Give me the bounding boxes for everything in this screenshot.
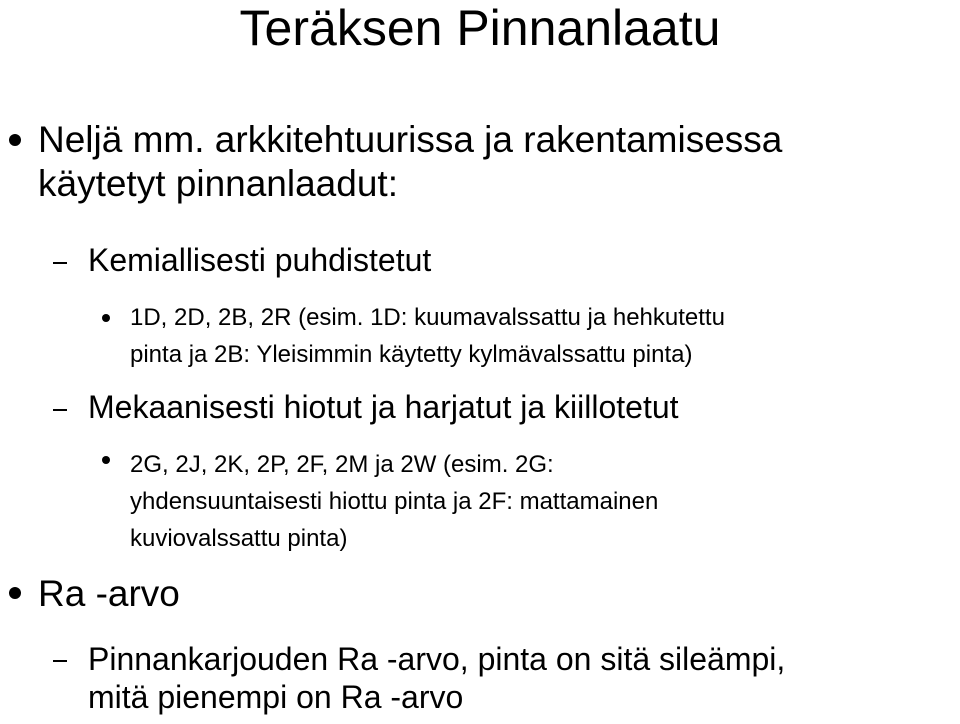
bullet-line: Ra -arvo [38, 573, 180, 614]
dash-icon [53, 409, 67, 411]
bullet-ra-arvo [38, 572, 180, 616]
bullet-dot-icon [9, 587, 21, 599]
subbullet-pinnankarjous [88, 640, 785, 716]
detail-line: kuviovalssattu pinta) [130, 525, 348, 552]
subbullet-line: Kemiallisesti puhdistetut [88, 242, 432, 278]
detail-line: pinta ja 2B: Yleisimmin käytetty kylmävalssattu pinta) [130, 341, 693, 368]
subbullet-kemiallisesti [88, 241, 431, 279]
subbullet-line: mitä pienempi on Ra -arvo [88, 679, 464, 715]
bullet-line: käytetyt pinnanlaadut: [38, 163, 398, 204]
small-bullet-dot-icon [102, 456, 110, 464]
bullet-line: Neljä mm. arkkitehtuurissa ja rakentamisessa [38, 119, 783, 160]
detail-line: yhdensuuntaisesti hiottu pinta ja 2F: mattamainen [130, 488, 659, 515]
subbullet-line: Pinnankarjouden Ra -arvo, pinta on sitä sileämpi, [88, 641, 786, 677]
detail-line: 1D, 2D, 2B, 2R (esim. 1D: kuumavalssattu ja hehkutettu [130, 304, 725, 331]
slide-title: Teräksen Pinnanlaatu [239, 0, 721, 56]
subbullet-line: Mekaanisesti hiotut ja harjatut ja kiillotetut [88, 389, 679, 425]
bullet-dot-icon [9, 134, 21, 146]
subbullet-mekaanisesti [88, 388, 679, 426]
bullet-neljä-pinnanlaatua [38, 118, 782, 206]
small-bullet-dot-icon [102, 314, 110, 322]
detail-kemialliset-laadut [130, 299, 725, 373]
detail-line: 2G, 2J, 2K, 2P, 2F, 2M ja 2W (esim. 2G: [130, 451, 554, 478]
dash-icon [53, 660, 67, 662]
detail-mekaaniset-laadut [130, 446, 658, 557]
dash-icon [53, 262, 67, 264]
